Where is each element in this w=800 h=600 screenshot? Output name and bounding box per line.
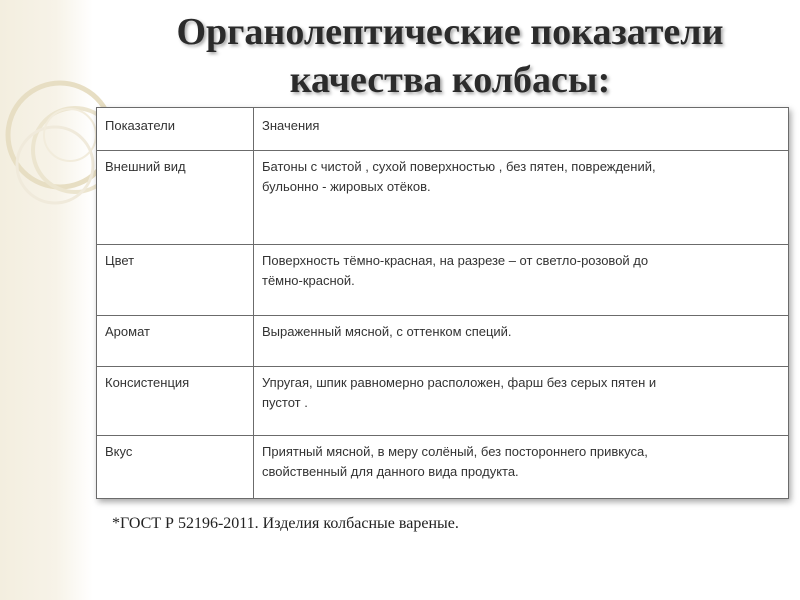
row-value [254,245,789,315]
row-label: Внешний вид [97,150,254,245]
row-value [254,315,789,367]
row-label: Цвет [97,245,254,315]
row-label: Консистенция [97,367,254,435]
header-cell-indicator: Показатели [97,108,254,151]
row-value-line: Поверхность тёмно-красная, на разрезе – от светло-розовой до [262,253,649,269]
row-value [254,435,789,498]
row-label: Вкус [97,435,254,498]
table-row [97,245,789,315]
row-value-line: Выраженный мясной, с оттенком специй. [262,323,512,339]
row-value-line: Упругая, шпик равномерно расположен, фарш без серых пятен и [262,375,657,391]
slide-title [130,8,770,104]
row-value [254,367,789,435]
header-cell-value: Значения [254,108,789,151]
row-value-line: Приятный мясной, в меру солёный, без постороннего привкуса, [262,443,648,459]
row-value-line: Батоны с чистой , сухой поверхностью , без пятен, повреждений, [262,158,656,174]
row-value-line: тёмно-красной. [262,273,355,289]
table-row [97,315,789,367]
gost-footnote: *ГОСТ Р 52196-2011. Изделия колбасные вареные. [112,515,459,532]
table-row [97,150,789,245]
row-label: Аромат [97,315,254,367]
title-line-2: качества колбасы: [289,59,611,101]
table-row [97,435,789,498]
row-value-line: свойственный для данного вида продукта. [262,463,519,479]
row-value-line: пустот . [262,395,308,411]
quality-table [96,107,789,499]
title-line-1: Органолептические показатели [176,11,724,53]
table-header-row [97,108,789,151]
row-value-line: бульонно - жировых отёков. [262,178,431,194]
table-row [97,367,789,435]
row-value [254,150,789,245]
